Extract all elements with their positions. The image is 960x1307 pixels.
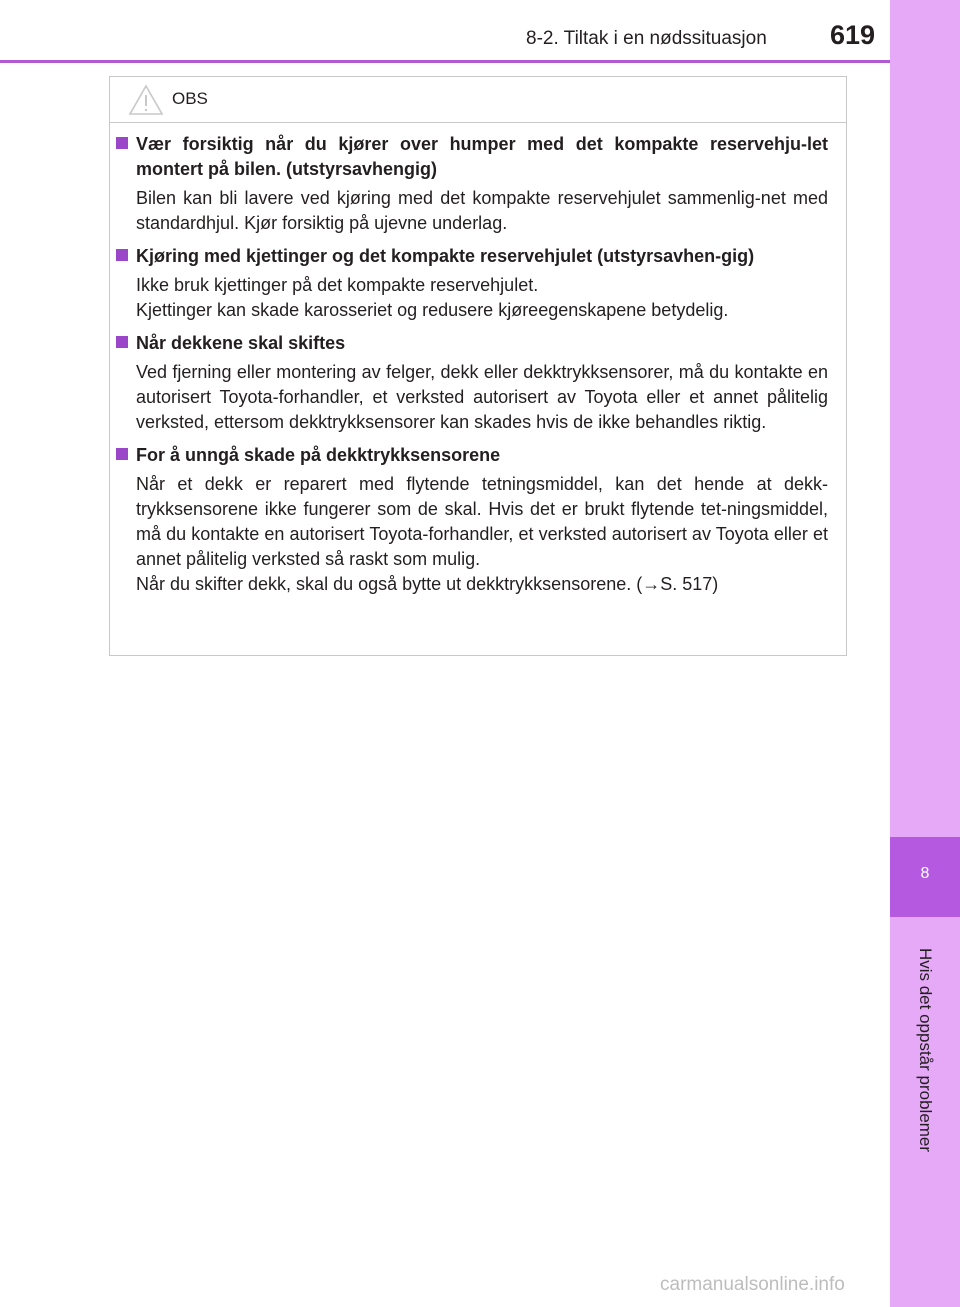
caution-sections (110, 132, 846, 605)
chapter-number: 8 (920, 865, 930, 882)
section-title: Kjøring med kjettinger og det kompakte reservehjulet (utstyrsavhen-gig) (136, 246, 755, 266)
square-bullet-icon (116, 137, 128, 149)
watermark: carmanualsonline.info (660, 1274, 845, 1295)
section-paragraph: Når et dekk er reparert med flytende tetningsmiddel, kan det hende at dekk-trykksensorene ikke fungerer som de skal. Hvis det er brukt flytende tet-ningsmiddel, må du kontakte en autorisert Toyota-forhandler, et verksted autorisert av Toyota eller et annet pålitelig verksted så raskt som mulig. (136, 474, 828, 569)
section-paragraph: Kjettinger kan skade karosseriet og redusere kjøreegenskapene betydelig. (136, 300, 729, 320)
section-title: Når dekkene skal skiftes (136, 333, 346, 353)
section-title: Vær forsiktig når du kjører over humper med det kompakte reservehju-let montert på bilen. (utstyrsavhengig) (136, 134, 828, 179)
caution-section (110, 443, 846, 597)
square-bullet-icon (116, 249, 128, 261)
page-number: 619 (830, 20, 876, 50)
section-paragraph: Når du skifter dekk, skal du også bytte ut dekktrykksensorene. (→S. 517) (136, 574, 719, 594)
chapter-tab[interactable] (890, 837, 960, 917)
chapter-title: Hvis det oppstår problemer (916, 947, 935, 1153)
header-rule (0, 60, 890, 63)
section-paragraph: Ikke bruk kjettinger på det kompakte reservehjulet. (136, 275, 539, 295)
header-section-title: 8-2. Tiltak i en nødssituasjon (526, 28, 767, 49)
caution-header (110, 77, 846, 123)
warning-triangle-icon (128, 84, 164, 116)
section-title: For å unngå skade på dekktrykksensorene (136, 445, 501, 465)
caution-label: OBS (172, 89, 208, 108)
square-bullet-icon (116, 448, 128, 460)
section-paragraph: Bilen kan bli lavere ved kjøring med det kompakte reservehjulet sammenlig-net med standardhjul. Kjør forsiktig på ujevne underlag. (136, 188, 828, 233)
caution-box (109, 76, 847, 656)
section-paragraph: Ved fjerning eller montering av felger, dekk eller dekktrykksensorer, må du kontakte en autorisert Toyota-forhandler, et verksted autorisert av Toyota eller et annet pålitelig verksted, ettersom dekktrykksensorer kan skades hvis de ikke behandles riktig. (136, 362, 828, 432)
square-bullet-icon (116, 336, 128, 348)
caution-section (110, 244, 846, 323)
caution-section (110, 331, 846, 435)
caution-section (110, 132, 846, 236)
